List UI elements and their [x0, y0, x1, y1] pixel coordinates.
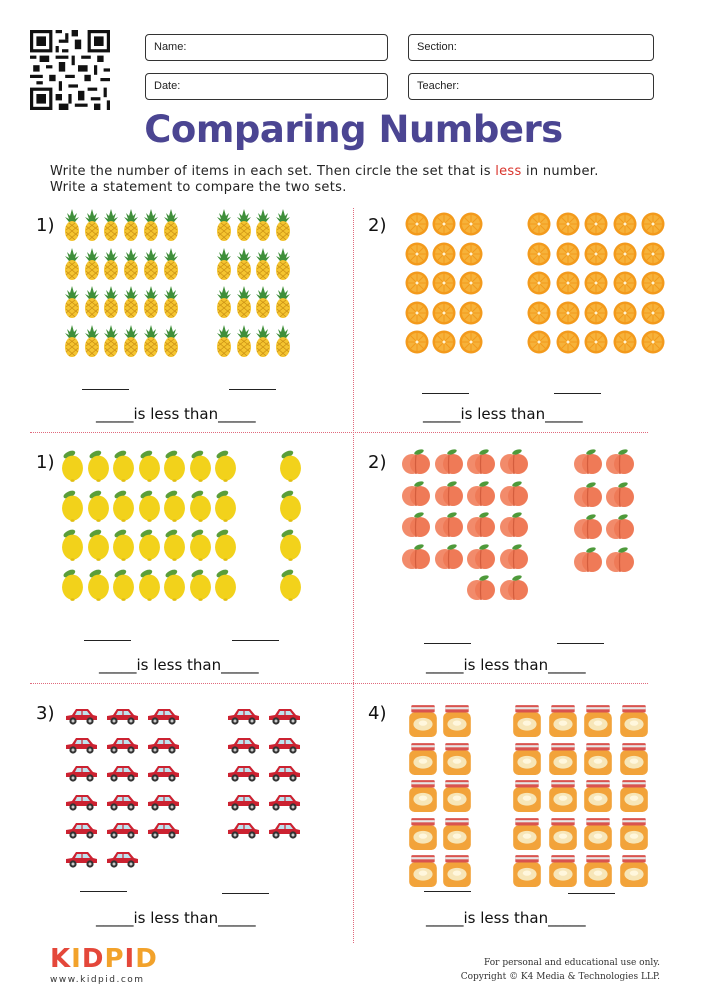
- car-icon: [266, 819, 302, 841]
- lemon-icon: [138, 567, 161, 601]
- lemon-icon: [214, 567, 237, 601]
- pineapple-icon: [143, 208, 159, 242]
- pineapple-icon: [123, 285, 139, 319]
- orange-icon: [613, 212, 637, 236]
- lemon-icon: [163, 488, 186, 522]
- peach-icon: [574, 448, 602, 476]
- orange-icon: [459, 212, 483, 236]
- lemon-icon: [112, 448, 135, 482]
- jar-icon: [583, 742, 613, 776]
- lemon-icon: [138, 527, 161, 561]
- answer-blank[interactable]: [557, 643, 604, 644]
- orange-icon: [405, 271, 429, 295]
- car-icon: [225, 734, 261, 756]
- answer-blank[interactable]: [424, 643, 471, 644]
- pineapple-icon: [216, 285, 232, 319]
- car-icon: [266, 734, 302, 756]
- orange-icon: [584, 271, 608, 295]
- orange-icon: [556, 271, 580, 295]
- lemon-icon: [189, 567, 212, 601]
- car-icon: [104, 791, 140, 813]
- problem-number: 2): [368, 215, 387, 236]
- peach-icon: [606, 513, 634, 541]
- orange-icon: [527, 212, 551, 236]
- pineapple-icon: [64, 208, 80, 242]
- car-icon: [225, 819, 261, 841]
- date-field[interactable]: Date:: [145, 73, 388, 100]
- pineapple-icon: [275, 208, 291, 242]
- pineapple-icon: [255, 324, 271, 358]
- lemon-icon: [87, 567, 110, 601]
- orange-icon: [527, 330, 551, 354]
- instructions-text-end: in number.: [521, 164, 599, 179]
- answer-blank[interactable]: [82, 389, 129, 390]
- orange-icon: [527, 301, 551, 325]
- peach-icon: [574, 513, 602, 541]
- orange-icon: [584, 301, 608, 325]
- car-icon: [225, 705, 261, 727]
- jar-icon: [619, 817, 649, 851]
- answer-blank[interactable]: [84, 640, 131, 641]
- orange-icon: [432, 301, 456, 325]
- pineapple-icon: [64, 324, 80, 358]
- pineapple-icon: [255, 247, 271, 281]
- jar-icon: [548, 704, 578, 738]
- pineapple-icon: [103, 324, 119, 358]
- peach-icon: [606, 448, 634, 476]
- car-icon: [104, 819, 140, 841]
- lemon-icon: [112, 488, 135, 522]
- jar-icon: [442, 854, 472, 888]
- orange-icon: [641, 212, 665, 236]
- page-title: Comparing Numbers: [144, 108, 563, 151]
- copyright-notice: [461, 956, 660, 984]
- jar-icon: [442, 779, 472, 813]
- jar-icon: [548, 817, 578, 851]
- car-icon: [63, 791, 99, 813]
- pineapple-icon: [84, 208, 100, 242]
- car-icon: [104, 848, 140, 870]
- answer-blank[interactable]: [232, 640, 279, 641]
- peach-icon: [467, 543, 495, 571]
- jar-icon: [548, 854, 578, 888]
- lemon-icon: [87, 448, 110, 482]
- pineapple-icon: [163, 208, 179, 242]
- pineapple-icon: [163, 285, 179, 319]
- jar-icon: [512, 854, 542, 888]
- pineapple-icon: [84, 247, 100, 281]
- pineapple-icon: [216, 208, 232, 242]
- jar-icon: [408, 779, 438, 813]
- jar-icon: [512, 817, 542, 851]
- pineapple-icon: [143, 247, 159, 281]
- orange-icon: [459, 242, 483, 266]
- lemon-icon: [138, 488, 161, 522]
- answer-blank[interactable]: [568, 893, 615, 894]
- orange-icon: [432, 330, 456, 354]
- problem-number: 4): [368, 703, 387, 724]
- peach-icon: [435, 543, 463, 571]
- orange-icon: [405, 330, 429, 354]
- copyright-line-2: Copyright © K4 Media & Technologies LLP.: [460, 972, 660, 982]
- jar-icon: [408, 817, 438, 851]
- lemon-icon: [61, 448, 84, 482]
- orange-icon: [405, 301, 429, 325]
- lemon-icon: [214, 527, 237, 561]
- pineapple-icon: [64, 247, 80, 281]
- lemon-icon: [87, 488, 110, 522]
- answer-blank[interactable]: [229, 389, 276, 390]
- jar-icon: [619, 779, 649, 813]
- jar-icon: [619, 704, 649, 738]
- orange-icon: [641, 330, 665, 354]
- lemon-icon: [189, 527, 212, 561]
- jar-icon: [442, 817, 472, 851]
- peach-icon: [500, 574, 528, 602]
- less-word: less: [495, 164, 522, 179]
- compare-statement[interactable]: _____is less than_____: [426, 656, 586, 674]
- peach-icon: [435, 480, 463, 508]
- lemon-icon: [189, 448, 212, 482]
- pineapple-icon: [275, 324, 291, 358]
- peach-icon: [574, 481, 602, 509]
- jar-icon: [442, 704, 472, 738]
- orange-icon: [641, 271, 665, 295]
- orange-icon: [459, 271, 483, 295]
- pineapple-icon: [236, 247, 252, 281]
- car-icon: [145, 734, 181, 756]
- orange-icon: [613, 330, 637, 354]
- problem-number: 1): [36, 452, 55, 473]
- peach-icon: [500, 511, 528, 539]
- peach-icon: [467, 574, 495, 602]
- lemon-icon: [163, 448, 186, 482]
- car-icon: [145, 791, 181, 813]
- jar-icon: [408, 704, 438, 738]
- pineapple-icon: [216, 324, 232, 358]
- horizontal-divider-2: [30, 683, 648, 684]
- horizontal-divider-1: [30, 432, 648, 433]
- peach-icon: [467, 448, 495, 476]
- car-icon: [266, 762, 302, 784]
- car-icon: [225, 762, 261, 784]
- pineapple-icon: [255, 208, 271, 242]
- instructions-text: Write the number of items in each set. Then circle the set that is: [50, 164, 496, 179]
- jar-icon: [548, 742, 578, 776]
- pineapple-icon: [236, 285, 252, 319]
- jar-icon: [619, 854, 649, 888]
- vertical-divider: [353, 208, 354, 943]
- peach-icon: [402, 448, 430, 476]
- answer-blank[interactable]: [422, 393, 469, 394]
- lemon-icon: [279, 448, 302, 482]
- pineapple-icon: [275, 285, 291, 319]
- answer-blank[interactable]: [554, 393, 601, 394]
- jar-icon: [408, 742, 438, 776]
- pineapple-icon: [275, 247, 291, 281]
- car-icon: [63, 762, 99, 784]
- car-icon: [104, 762, 140, 784]
- jar-icon: [548, 779, 578, 813]
- jar-icon: [583, 704, 613, 738]
- qr-code: [30, 30, 110, 110]
- peach-icon: [467, 480, 495, 508]
- pineapple-icon: [84, 324, 100, 358]
- orange-icon: [556, 242, 580, 266]
- peach-icon: [402, 480, 430, 508]
- orange-icon: [527, 271, 551, 295]
- jar-icon: [583, 854, 613, 888]
- lemon-icon: [214, 448, 237, 482]
- orange-icon: [432, 271, 456, 295]
- copyright-line-1: For personal and educational use only.: [484, 958, 660, 968]
- orange-icon: [432, 212, 456, 236]
- peach-icon: [402, 511, 430, 539]
- jar-icon: [619, 742, 649, 776]
- peach-icon: [606, 481, 634, 509]
- car-icon: [63, 705, 99, 727]
- lemon-icon: [112, 567, 135, 601]
- answer-blank[interactable]: [424, 891, 471, 892]
- orange-icon: [405, 212, 429, 236]
- peach-icon: [500, 543, 528, 571]
- jar-icon: [512, 742, 542, 776]
- lemon-icon: [87, 527, 110, 561]
- lemon-icon: [214, 488, 237, 522]
- pineapple-icon: [103, 285, 119, 319]
- pineapple-icon: [84, 285, 100, 319]
- jar-icon: [408, 854, 438, 888]
- problem-number: 1): [36, 215, 55, 236]
- pineapple-icon: [255, 285, 271, 319]
- pineapple-icon: [163, 324, 179, 358]
- car-icon: [63, 734, 99, 756]
- pineapple-icon: [143, 285, 159, 319]
- lemon-icon: [61, 567, 84, 601]
- pineapple-icon: [163, 247, 179, 281]
- car-icon: [145, 762, 181, 784]
- pineapple-icon: [236, 324, 252, 358]
- orange-icon: [556, 330, 580, 354]
- orange-icon: [613, 301, 637, 325]
- jar-icon: [512, 704, 542, 738]
- instructions: [50, 164, 599, 196]
- peach-icon: [500, 448, 528, 476]
- pineapple-icon: [236, 208, 252, 242]
- car-icon: [145, 819, 181, 841]
- orange-icon: [584, 330, 608, 354]
- car-icon: [63, 848, 99, 870]
- car-icon: [145, 705, 181, 727]
- pineapple-icon: [123, 208, 139, 242]
- peach-icon: [467, 511, 495, 539]
- compare-statement[interactable]: _____is less than_____: [96, 405, 256, 423]
- car-icon: [63, 819, 99, 841]
- website[interactable]: www.kidpid.com: [50, 975, 145, 985]
- orange-icon: [527, 242, 551, 266]
- compare-statement[interactable]: _____is less than_____: [423, 405, 583, 423]
- compare-statement[interactable]: _____is less than_____: [99, 656, 259, 674]
- orange-icon: [459, 301, 483, 325]
- lemon-icon: [279, 527, 302, 561]
- orange-icon: [641, 301, 665, 325]
- car-icon: [266, 705, 302, 727]
- lemon-icon: [279, 488, 302, 522]
- orange-icon: [556, 301, 580, 325]
- lemon-icon: [279, 567, 302, 601]
- peach-icon: [402, 543, 430, 571]
- teacher-field[interactable]: Teacher:: [408, 73, 654, 100]
- answer-blank[interactable]: [80, 891, 127, 892]
- answer-blank[interactable]: [222, 893, 269, 894]
- lemon-icon: [138, 448, 161, 482]
- pineapple-icon: [216, 247, 232, 281]
- orange-icon: [459, 330, 483, 354]
- lemon-icon: [163, 527, 186, 561]
- peach-icon: [606, 546, 634, 574]
- peach-icon: [435, 511, 463, 539]
- lemon-icon: [112, 527, 135, 561]
- jar-icon: [442, 742, 472, 776]
- orange-icon: [584, 212, 608, 236]
- peach-icon: [574, 546, 602, 574]
- orange-icon: [432, 242, 456, 266]
- orange-icon: [405, 242, 429, 266]
- compare-statement[interactable]: _____is less than_____: [426, 909, 586, 927]
- car-icon: [104, 734, 140, 756]
- pineapple-icon: [64, 285, 80, 319]
- jar-icon: [512, 779, 542, 813]
- peach-icon: [435, 448, 463, 476]
- lemon-icon: [189, 488, 212, 522]
- lemon-icon: [61, 488, 84, 522]
- name-field[interactable]: Name:: [145, 34, 388, 61]
- instructions-line-2: Write a statement to compare the two sets.: [50, 180, 347, 195]
- orange-icon: [641, 242, 665, 266]
- problem-number: 3): [36, 703, 55, 724]
- orange-icon: [613, 271, 637, 295]
- section-field[interactable]: Section:: [408, 34, 654, 61]
- car-icon: [225, 791, 261, 813]
- jar-icon: [583, 779, 613, 813]
- kidpid-logo: KIDPID: [50, 944, 158, 974]
- orange-icon: [613, 242, 637, 266]
- problem-number: 2): [368, 452, 387, 473]
- pineapple-icon: [143, 324, 159, 358]
- orange-icon: [584, 242, 608, 266]
- pineapple-icon: [123, 247, 139, 281]
- car-icon: [266, 791, 302, 813]
- pineapple-icon: [103, 247, 119, 281]
- peach-icon: [500, 480, 528, 508]
- compare-statement[interactable]: _____is less than_____: [96, 909, 256, 927]
- lemon-icon: [163, 567, 186, 601]
- car-icon: [104, 705, 140, 727]
- orange-icon: [556, 212, 580, 236]
- lemon-icon: [61, 527, 84, 561]
- instructions-line-1: [50, 164, 599, 180]
- jar-icon: [583, 817, 613, 851]
- pineapple-icon: [103, 208, 119, 242]
- pineapple-icon: [123, 324, 139, 358]
